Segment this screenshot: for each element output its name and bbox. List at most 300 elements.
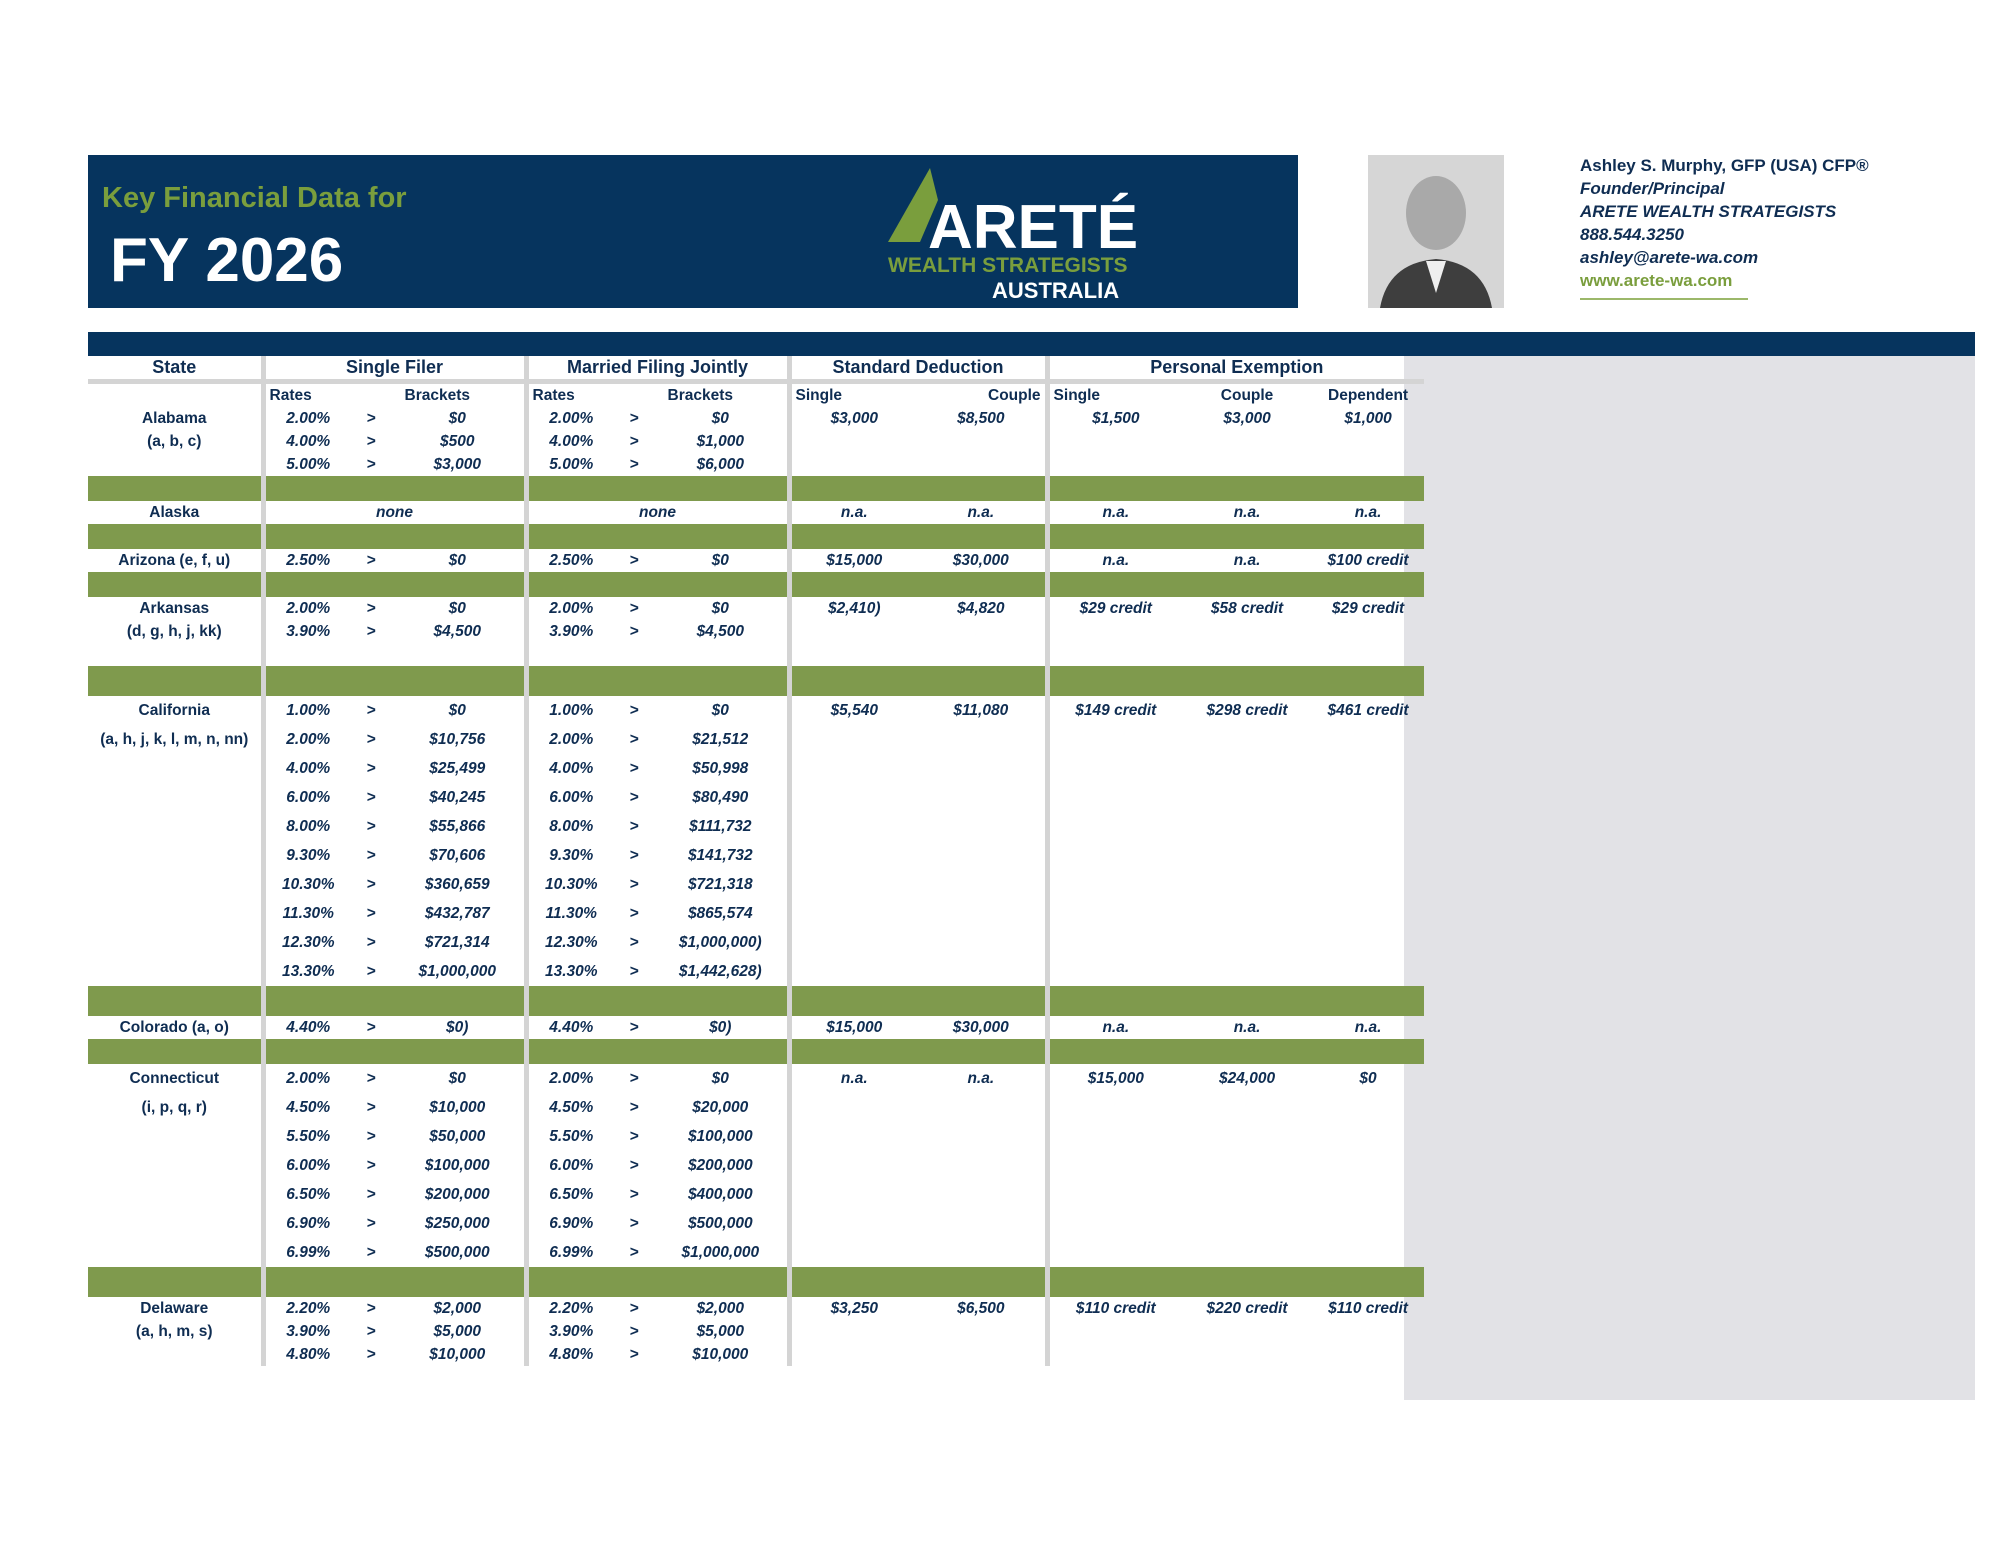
married-bracket: $100,000 <box>687 1127 753 1145</box>
pe-couple <box>1182 899 1312 928</box>
std-couple <box>917 928 1047 957</box>
married-bracket: $50,998 <box>692 759 749 777</box>
married-rate: 2.20% <box>526 1297 614 1320</box>
table-row <box>88 407 1424 430</box>
married-gt: > <box>629 1127 639 1145</box>
married-gt: > <box>629 701 639 719</box>
married-gt: > <box>629 933 639 951</box>
married-bracket: $0 <box>711 599 729 617</box>
pe-couple: n.a. <box>1233 551 1261 569</box>
separator-cell <box>263 572 526 597</box>
married-gt: > <box>629 1069 639 1087</box>
married-rate: 6.90% <box>526 1209 614 1238</box>
single-gt: > <box>366 1214 376 1232</box>
single-gt: > <box>366 1243 376 1261</box>
single-rate: 13.30% <box>263 957 351 986</box>
single-rate: 6.99% <box>263 1238 351 1267</box>
single-rate: 9.30% <box>263 841 351 870</box>
std-single: n.a. <box>789 1064 917 1093</box>
std-couple <box>917 899 1047 928</box>
married-rate: 4.80% <box>526 1343 614 1366</box>
pe-couple <box>1182 725 1312 754</box>
married-rate: 12.30% <box>526 928 614 957</box>
single-bracket: $360,659 <box>424 875 490 893</box>
single-rate: 4.00% <box>263 754 351 783</box>
contact-website-link[interactable]: www.arete-wa.com <box>1580 269 1748 300</box>
std-single <box>789 1209 917 1238</box>
married-note: none <box>526 501 789 524</box>
single-bracket: $0 <box>448 1069 466 1087</box>
single-gt: > <box>366 1127 376 1145</box>
table-row <box>88 1238 1424 1267</box>
std-single <box>789 754 917 783</box>
single-bracket: $500 <box>440 432 475 450</box>
std-couple <box>917 841 1047 870</box>
pe-single: n.a. <box>1047 549 1182 572</box>
std-couple <box>917 453 1047 476</box>
pe-dependent <box>1312 928 1424 957</box>
state-name: Delaware <box>140 1299 209 1317</box>
table-row <box>88 1297 1424 1320</box>
single-bracket: $25,499 <box>429 759 486 777</box>
married-bracket: $20,000 <box>692 1098 749 1116</box>
pe-dependent <box>1312 754 1424 783</box>
std-single <box>789 928 917 957</box>
pe-couple <box>1182 754 1312 783</box>
married-gt: > <box>629 551 639 569</box>
married-bracket: $200,000 <box>687 1156 753 1174</box>
pe-dependent: $1,000 <box>1344 409 1392 427</box>
state-cell <box>88 841 263 870</box>
std-single <box>789 1151 917 1180</box>
married-gt: > <box>629 1322 639 1340</box>
table-row <box>88 1122 1424 1151</box>
single-bracket: $250,000 <box>424 1214 490 1232</box>
table-row <box>88 1016 1424 1039</box>
pe-single <box>1047 1180 1182 1209</box>
married-rate: 13.30% <box>526 957 614 986</box>
single-bracket: $0) <box>446 1018 469 1036</box>
single-rate: 2.50% <box>263 549 351 572</box>
pe-single <box>1047 754 1182 783</box>
married-gt: > <box>629 1243 639 1261</box>
std-couple: n.a. <box>967 503 995 521</box>
pe-couple <box>1182 1320 1312 1343</box>
std-single <box>789 430 917 453</box>
married-gt: > <box>629 1345 639 1363</box>
std-couple <box>917 812 1047 841</box>
separator-cell <box>88 572 263 597</box>
married-gt: > <box>629 759 639 777</box>
pe-single <box>1047 957 1182 986</box>
std-single <box>789 1343 917 1366</box>
state-name: Arkansas <box>139 599 210 617</box>
pe-dependent <box>1312 1343 1424 1366</box>
table-row <box>88 430 1424 453</box>
state-cell <box>88 453 263 476</box>
table-row <box>88 928 1424 957</box>
separator-cell <box>789 524 1047 549</box>
pe-single: $29 credit <box>1047 597 1182 620</box>
married-bracket: $400,000 <box>687 1185 753 1203</box>
married-rate: 6.00% <box>526 783 614 812</box>
single-gt: > <box>366 622 376 640</box>
separator-cell <box>526 1039 789 1064</box>
separator-cell <box>88 666 263 696</box>
table-row <box>88 870 1424 899</box>
subheader-std-single: Single <box>789 382 917 408</box>
separator-cell <box>526 986 789 1016</box>
header-personal-exemption: Personal Exemption <box>1047 356 1424 382</box>
pe-single <box>1047 841 1182 870</box>
married-gt: > <box>629 1156 639 1174</box>
pe-couple: $220 credit <box>1206 1299 1288 1317</box>
married-gt: > <box>629 1098 639 1116</box>
contact-email[interactable]: ashley@arete-wa.com <box>1580 248 1759 267</box>
pe-couple: n.a. <box>1233 503 1261 521</box>
single-gt: > <box>366 1299 376 1317</box>
separator-cell <box>263 476 526 501</box>
single-bracket: $4,500 <box>433 622 481 640</box>
single-rate: 5.50% <box>263 1122 351 1151</box>
pe-single <box>1047 1238 1182 1267</box>
std-single <box>789 783 917 812</box>
married-gt: > <box>629 1018 639 1036</box>
table-row <box>88 1343 1424 1366</box>
single-rate: 2.00% <box>263 725 351 754</box>
married-bracket: $865,574 <box>687 904 753 922</box>
state-cell <box>88 870 263 899</box>
single-rate: 3.90% <box>263 1320 351 1343</box>
std-couple <box>917 725 1047 754</box>
single-rate: 10.30% <box>263 870 351 899</box>
state-cell <box>88 957 263 986</box>
table-top-bar <box>88 332 1975 356</box>
section-separator <box>88 572 1424 597</box>
section-separator <box>88 666 1424 696</box>
pe-couple <box>1182 957 1312 986</box>
state-name: Alabama <box>141 409 207 427</box>
single-gt: > <box>366 599 376 617</box>
separator-cell <box>789 572 1047 597</box>
state-notes: (a, b, c) <box>147 432 202 450</box>
pe-single <box>1047 453 1182 476</box>
side-panel <box>1404 356 1975 1400</box>
std-couple <box>917 1238 1047 1267</box>
subheader-pe-dependent: Dependent <box>1328 386 1409 404</box>
pe-couple: $298 credit <box>1206 701 1288 719</box>
married-rate: 9.30% <box>526 841 614 870</box>
married-gt: > <box>629 730 639 748</box>
pe-dependent <box>1312 430 1424 453</box>
state-notes: (a, h, j, k, l, m, n, nn) <box>100 730 249 748</box>
person-portrait-icon <box>1368 155 1504 308</box>
std-single: $5,540 <box>789 696 917 725</box>
single-rate: 5.00% <box>263 453 351 476</box>
state-name: Arizona (e, f, u) <box>118 551 231 569</box>
single-rate: 4.50% <box>263 1093 351 1122</box>
separator-cell <box>1047 1267 1424 1297</box>
table-row <box>88 1209 1424 1238</box>
std-couple: $6,500 <box>957 1299 1005 1317</box>
single-gt: > <box>366 846 376 864</box>
pe-dependent: n.a. <box>1354 503 1382 521</box>
separator-cell <box>263 666 526 696</box>
single-rate: 3.90% <box>263 620 351 643</box>
married-rate: 2.00% <box>526 407 614 430</box>
married-rate: 4.00% <box>526 430 614 453</box>
single-bracket: $5,000 <box>433 1322 481 1340</box>
married-bracket: $721,318 <box>687 875 753 893</box>
state-cell <box>88 928 263 957</box>
section-separator <box>88 1267 1424 1297</box>
pe-couple <box>1182 841 1312 870</box>
separator-cell <box>263 524 526 549</box>
separator-cell <box>789 666 1047 696</box>
empty-cell <box>789 643 1047 666</box>
std-couple: $11,080 <box>953 701 1009 719</box>
pe-single: $110 credit <box>1047 1297 1182 1320</box>
state-cell <box>88 1238 263 1267</box>
single-gt: > <box>366 1069 376 1087</box>
pe-couple: $24,000 <box>1219 1069 1276 1087</box>
pe-dependent <box>1312 783 1424 812</box>
empty-cell <box>526 643 789 666</box>
single-bracket: $3,000 <box>433 455 481 473</box>
single-bracket: $50,000 <box>429 1127 486 1145</box>
separator-cell <box>88 476 263 501</box>
single-filer-note: none <box>263 501 526 524</box>
empty-cell <box>1047 643 1424 666</box>
separator-cell <box>88 1039 263 1064</box>
std-single <box>789 812 917 841</box>
single-bracket: $200,000 <box>424 1185 490 1203</box>
pe-dependent: $0 <box>1359 1069 1377 1087</box>
arete-logo <box>880 160 1140 305</box>
single-bracket: $0 <box>448 701 466 719</box>
section-separator <box>88 986 1424 1016</box>
pe-dependent <box>1312 1238 1424 1267</box>
single-gt: > <box>366 962 376 980</box>
pe-dependent <box>1312 899 1424 928</box>
state-notes: (i, p, q, r) <box>141 1098 207 1116</box>
married-rate: 2.50% <box>526 549 614 572</box>
table-row <box>88 620 1424 643</box>
single-gt: > <box>366 788 376 806</box>
married-gt: > <box>629 817 639 835</box>
contact-phone[interactable]: 888.544.3250 <box>1580 225 1684 244</box>
std-couple: $30,000 <box>952 1018 1009 1036</box>
pe-dependent <box>1312 453 1424 476</box>
std-single <box>789 841 917 870</box>
single-rate: 4.00% <box>263 430 351 453</box>
married-rate: 5.00% <box>526 453 614 476</box>
married-rate: 8.00% <box>526 812 614 841</box>
std-single <box>789 899 917 928</box>
married-bracket: $10,000 <box>692 1345 749 1363</box>
single-gt: > <box>366 551 376 569</box>
table-row <box>88 1180 1424 1209</box>
pe-single <box>1047 783 1182 812</box>
single-gt: > <box>366 432 376 450</box>
single-gt: > <box>366 409 376 427</box>
married-rate: 4.50% <box>526 1093 614 1122</box>
pe-dependent <box>1312 870 1424 899</box>
pe-dependent <box>1312 841 1424 870</box>
single-bracket: $10,756 <box>429 730 486 748</box>
single-rate: 2.20% <box>263 1297 351 1320</box>
state-name: California <box>138 701 210 719</box>
married-gt: > <box>629 1214 639 1232</box>
page-title: FY 2026 <box>110 226 344 295</box>
logo-word: ARETÉ <box>928 193 1139 262</box>
table-row <box>88 957 1424 986</box>
state-cell <box>88 783 263 812</box>
std-couple: $8,500 <box>957 409 1005 427</box>
married-rate: 4.00% <box>526 754 614 783</box>
separator-cell <box>1047 476 1424 501</box>
married-gt: > <box>629 1299 639 1317</box>
separator-cell <box>1047 524 1424 549</box>
state-cell <box>88 1151 263 1180</box>
table-row <box>88 754 1424 783</box>
std-couple <box>917 1151 1047 1180</box>
std-couple <box>917 620 1047 643</box>
pe-dependent <box>1312 1209 1424 1238</box>
std-couple <box>917 783 1047 812</box>
contact-block <box>1580 154 1869 300</box>
pe-dependent <box>1312 1122 1424 1151</box>
state-cell <box>88 1343 263 1366</box>
separator-cell <box>526 524 789 549</box>
single-rate: 8.00% <box>263 812 351 841</box>
pe-dependent <box>1312 812 1424 841</box>
married-rate: 6.00% <box>526 1151 614 1180</box>
std-single: $3,250 <box>789 1297 917 1320</box>
table-row <box>88 841 1424 870</box>
state-cell <box>88 1180 263 1209</box>
contact-role: Founder/Principal <box>1580 179 1725 198</box>
married-bracket: $6,000 <box>696 455 744 473</box>
pe-couple <box>1182 1122 1312 1151</box>
pe-dependent: $100 credit <box>1327 551 1409 569</box>
header-married: Married Filing Jointly <box>526 356 789 382</box>
single-gt: > <box>366 817 376 835</box>
single-bracket: $40,245 <box>429 788 486 806</box>
table-row <box>88 597 1424 620</box>
single-gt: > <box>366 1156 376 1174</box>
separator-cell <box>1047 572 1424 597</box>
pe-single <box>1047 620 1182 643</box>
contact-company: ARETE WEALTH STRATEGISTS <box>1580 202 1837 221</box>
single-gt: > <box>366 455 376 473</box>
separator-cell <box>263 1267 526 1297</box>
table-row <box>88 501 1424 524</box>
std-couple <box>917 1343 1047 1366</box>
std-single: $2,410) <box>789 597 917 620</box>
single-gt: > <box>366 1018 376 1036</box>
pe-dependent <box>1312 620 1424 643</box>
married-bracket: $1,000,000) <box>678 933 762 951</box>
married-bracket: $0 <box>711 409 729 427</box>
single-rate: 2.00% <box>263 597 351 620</box>
subheader-rates: Rates <box>263 382 351 408</box>
married-gt: > <box>629 788 639 806</box>
subheader-brackets-married: Brackets <box>667 386 734 404</box>
pe-single <box>1047 725 1182 754</box>
pe-dependent <box>1312 1151 1424 1180</box>
section-separator <box>88 524 1424 549</box>
married-gt: > <box>629 432 639 450</box>
contact-name: Ashley S. Murphy, GFP (USA) CFP® <box>1580 156 1869 175</box>
married-gt: > <box>629 875 639 893</box>
single-gt: > <box>366 875 376 893</box>
single-rate: 2.00% <box>263 1064 351 1093</box>
std-couple <box>917 1122 1047 1151</box>
pe-couple <box>1182 870 1312 899</box>
separator-cell <box>88 1267 263 1297</box>
std-single <box>789 957 917 986</box>
single-rate: 6.90% <box>263 1209 351 1238</box>
std-couple <box>917 754 1047 783</box>
pe-single <box>1047 1320 1182 1343</box>
state-name: Alaska <box>149 503 200 521</box>
separator-cell <box>789 1267 1047 1297</box>
pe-dependent: $110 credit <box>1328 1299 1408 1317</box>
pe-single <box>1047 1151 1182 1180</box>
std-single <box>789 1320 917 1343</box>
empty-cell <box>88 643 263 666</box>
pe-couple <box>1182 1180 1312 1209</box>
single-bracket: $0 <box>448 551 466 569</box>
single-bracket: $70,606 <box>429 846 486 864</box>
table-row <box>88 725 1424 754</box>
subheader-rates-married: Rates <box>526 382 614 408</box>
header-single-filer: Single Filer <box>263 356 526 382</box>
pe-couple: n.a. <box>1233 1018 1261 1036</box>
married-rate: 6.99% <box>526 1238 614 1267</box>
pe-single <box>1047 1209 1182 1238</box>
table-row <box>88 899 1424 928</box>
table-row <box>88 1064 1424 1093</box>
separator-cell <box>526 666 789 696</box>
std-single <box>789 870 917 899</box>
separator-cell <box>1047 666 1424 696</box>
single-rate: 6.00% <box>263 783 351 812</box>
std-couple <box>917 957 1047 986</box>
pe-dependent <box>1312 725 1424 754</box>
table-row <box>88 453 1424 476</box>
std-couple: $30,000 <box>952 551 1009 569</box>
std-couple: $4,820 <box>957 599 1005 617</box>
pe-couple <box>1182 453 1312 476</box>
married-bracket: $0 <box>711 551 729 569</box>
separator-cell <box>789 476 1047 501</box>
pe-single <box>1047 870 1182 899</box>
married-bracket: $1,000,000 <box>681 1243 760 1261</box>
single-rate: 2.00% <box>263 407 351 430</box>
single-gt: > <box>366 904 376 922</box>
std-single <box>789 620 917 643</box>
single-bracket: $100,000 <box>424 1156 490 1174</box>
married-rate: 2.00% <box>526 1064 614 1093</box>
std-single: $3,000 <box>789 407 917 430</box>
married-gt: > <box>629 409 639 427</box>
pe-couple <box>1182 1238 1312 1267</box>
separator-cell <box>789 1039 1047 1064</box>
std-single: n.a. <box>789 501 917 524</box>
pe-dependent <box>1312 1320 1424 1343</box>
